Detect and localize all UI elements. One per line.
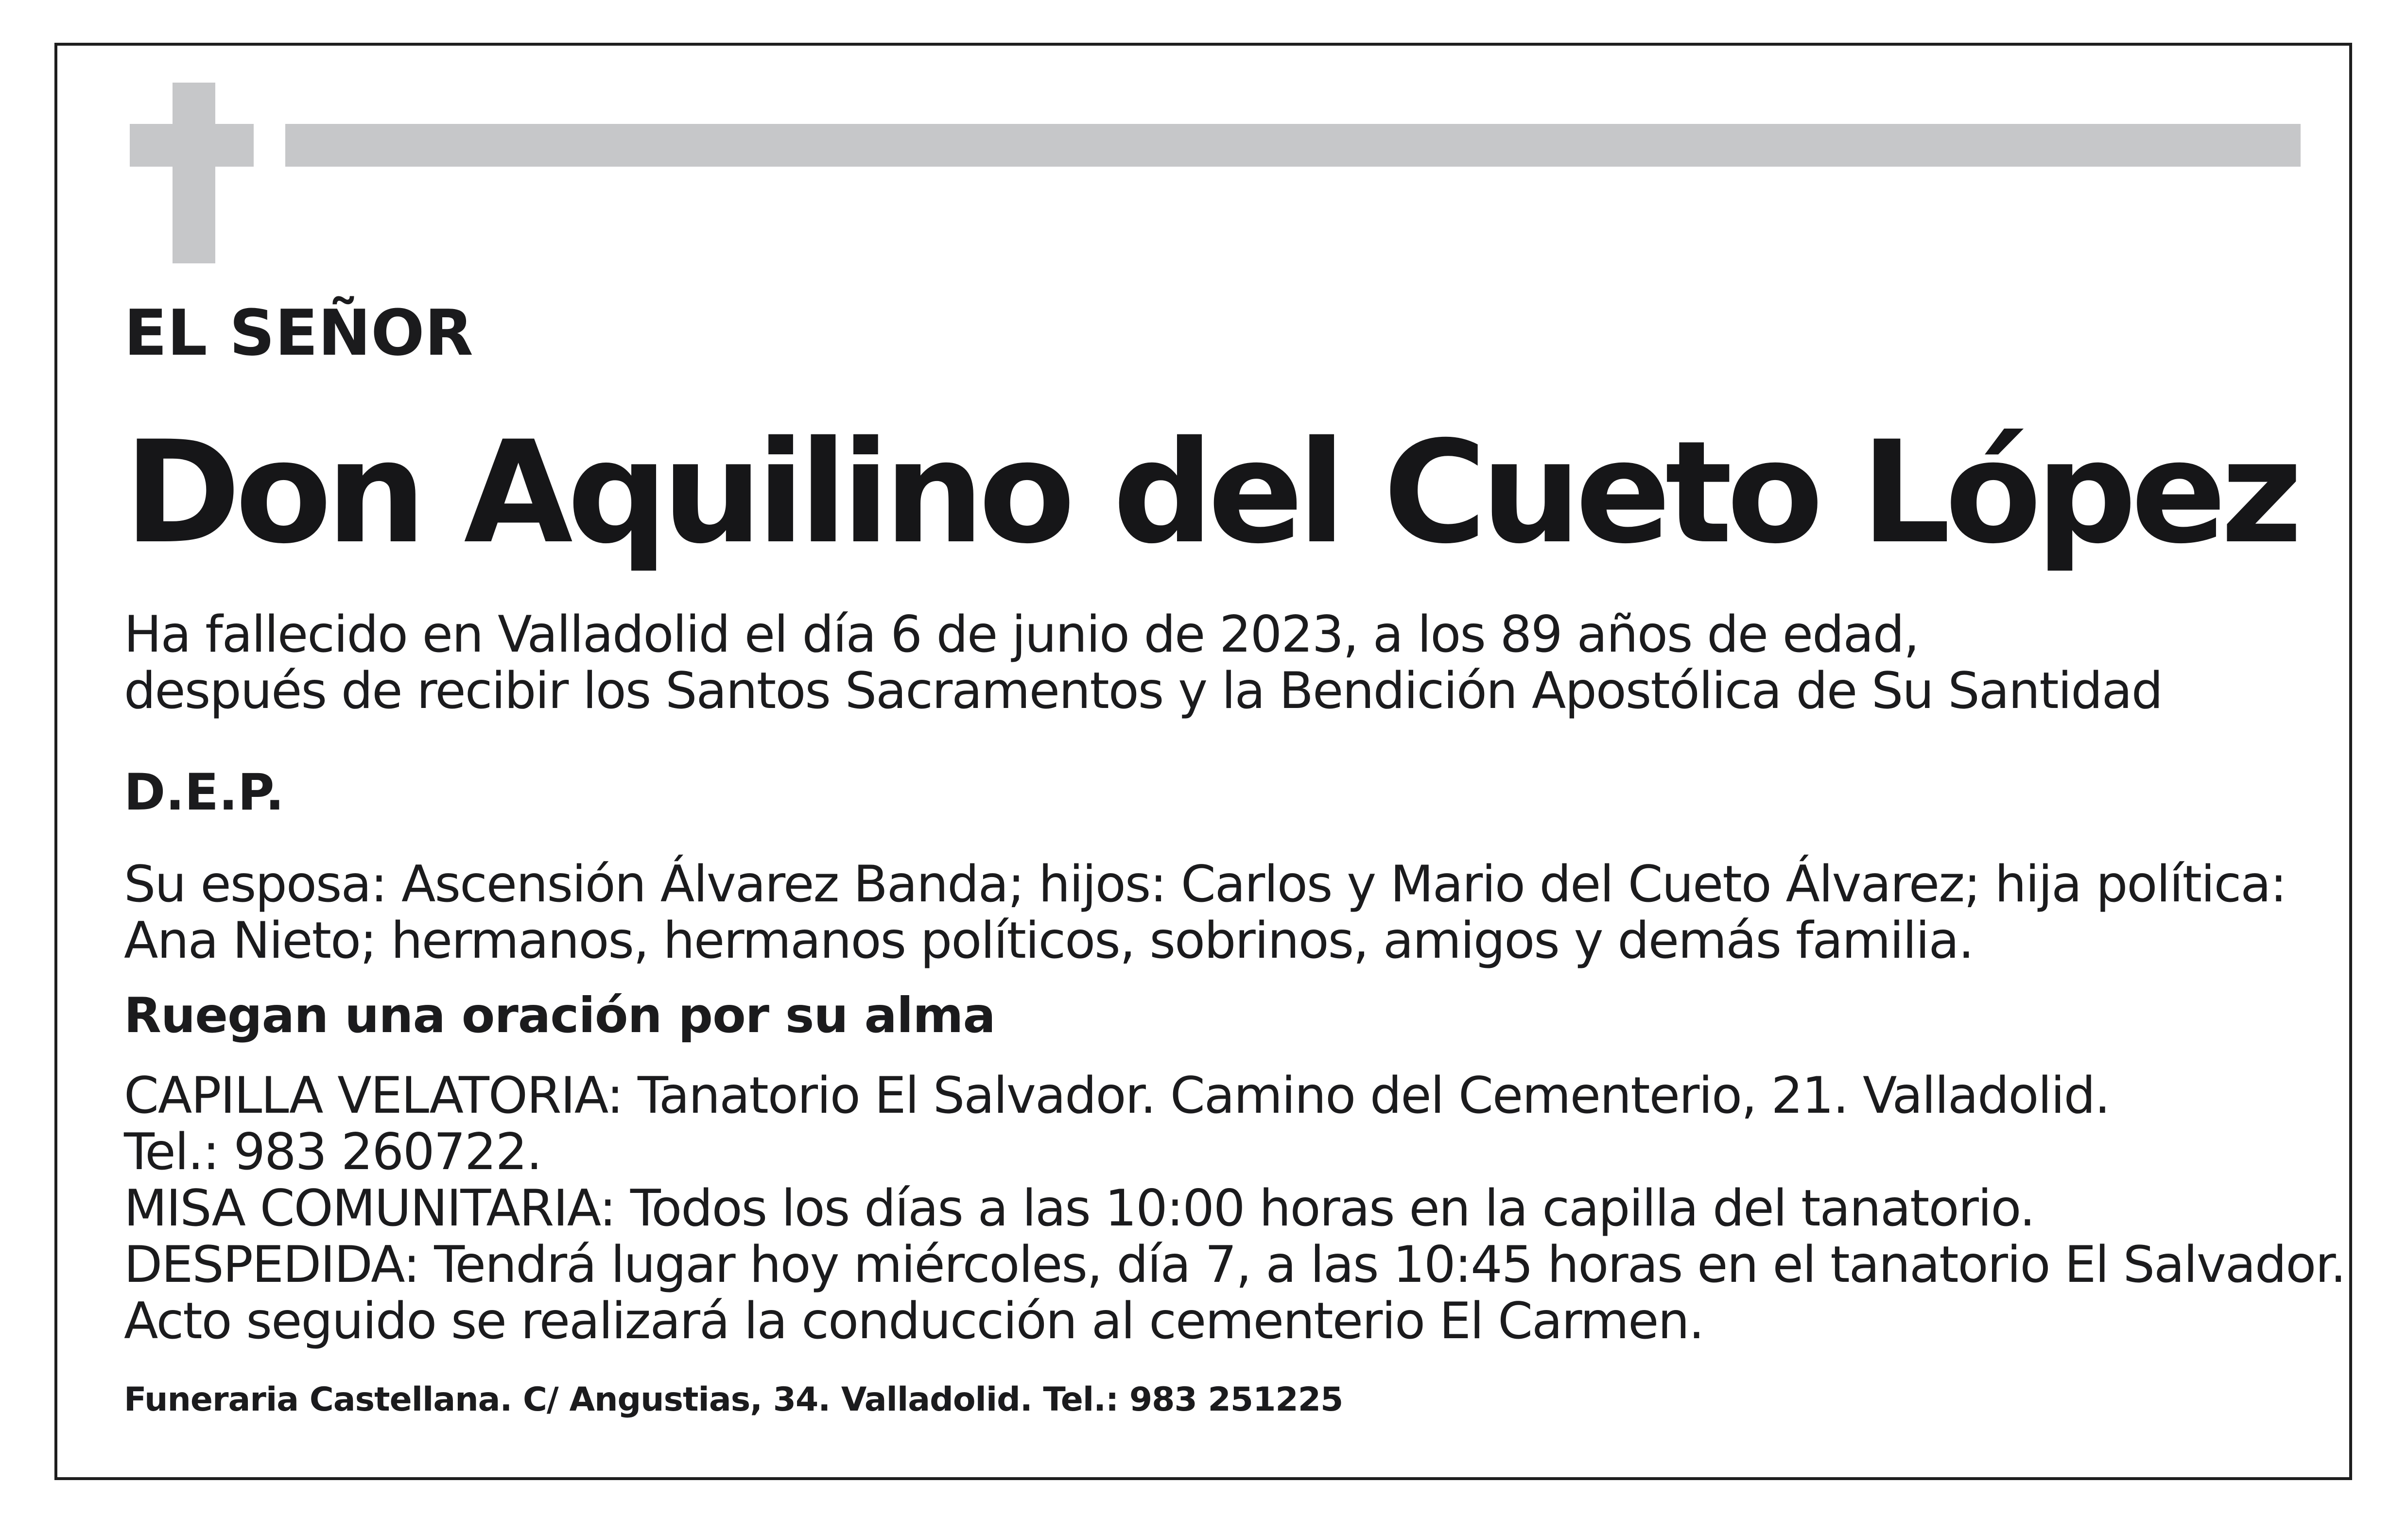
family-line: Ana Nieto; hermanos, hermanos políticos, sobrinos, amigos y demás familia. bbox=[124, 912, 1974, 970]
deceased-name: Don Aquilino del Cueto López bbox=[124, 411, 2297, 575]
service-line: DESPEDIDA: Tendrá lugar hoy miércoles, día 7, a las 10:45 horas en el tanatorio El Salvador. bbox=[124, 1236, 2345, 1294]
cross-icon-horizontal bbox=[130, 124, 254, 167]
announcement-line: Ha fallecido en Valladolid el día 6 de junio de 2023, a los 89 años de edad, bbox=[124, 605, 1919, 664]
service-line: CAPILLA VELATORIA: Tanatorio El Salvador. Camino del Cementerio, 21. Valladolid. bbox=[124, 1067, 2110, 1125]
family-line: Su esposa: Ascensión Álvarez Banda; hijos: Carlos y Mario del Cueto Álvarez; hija política: bbox=[124, 855, 2287, 914]
death-announcement bbox=[124, 606, 2162, 719]
notice-heading: EL SEÑOR bbox=[124, 296, 473, 370]
prayer-request: Ruegan una oración por su alma bbox=[124, 987, 995, 1044]
service-details bbox=[124, 1068, 2345, 1349]
header-bar bbox=[285, 124, 2301, 167]
cross-icon-vertical bbox=[173, 83, 215, 263]
family-list bbox=[124, 856, 2286, 969]
service-line: Acto seguido se realizará la conducción al cementerio El Carmen. bbox=[124, 1292, 1704, 1350]
service-line: MISA COMUNITARIA: Todos los días a las 10:00 horas en la capilla del tanatorio. bbox=[124, 1179, 2035, 1238]
rip-text: D.E.P. bbox=[124, 763, 284, 822]
service-line: Tel.: 983 260722. bbox=[124, 1123, 541, 1181]
announcement-line: después de recibir los Santos Sacramentos y la Bendición Apostólica de Su Santidad bbox=[124, 662, 2163, 720]
funeral-home-footer: Funeraria Castellana. C/ Angustias, 34. Valladolid. Tel.: 983 251225 bbox=[124, 1380, 1343, 1419]
